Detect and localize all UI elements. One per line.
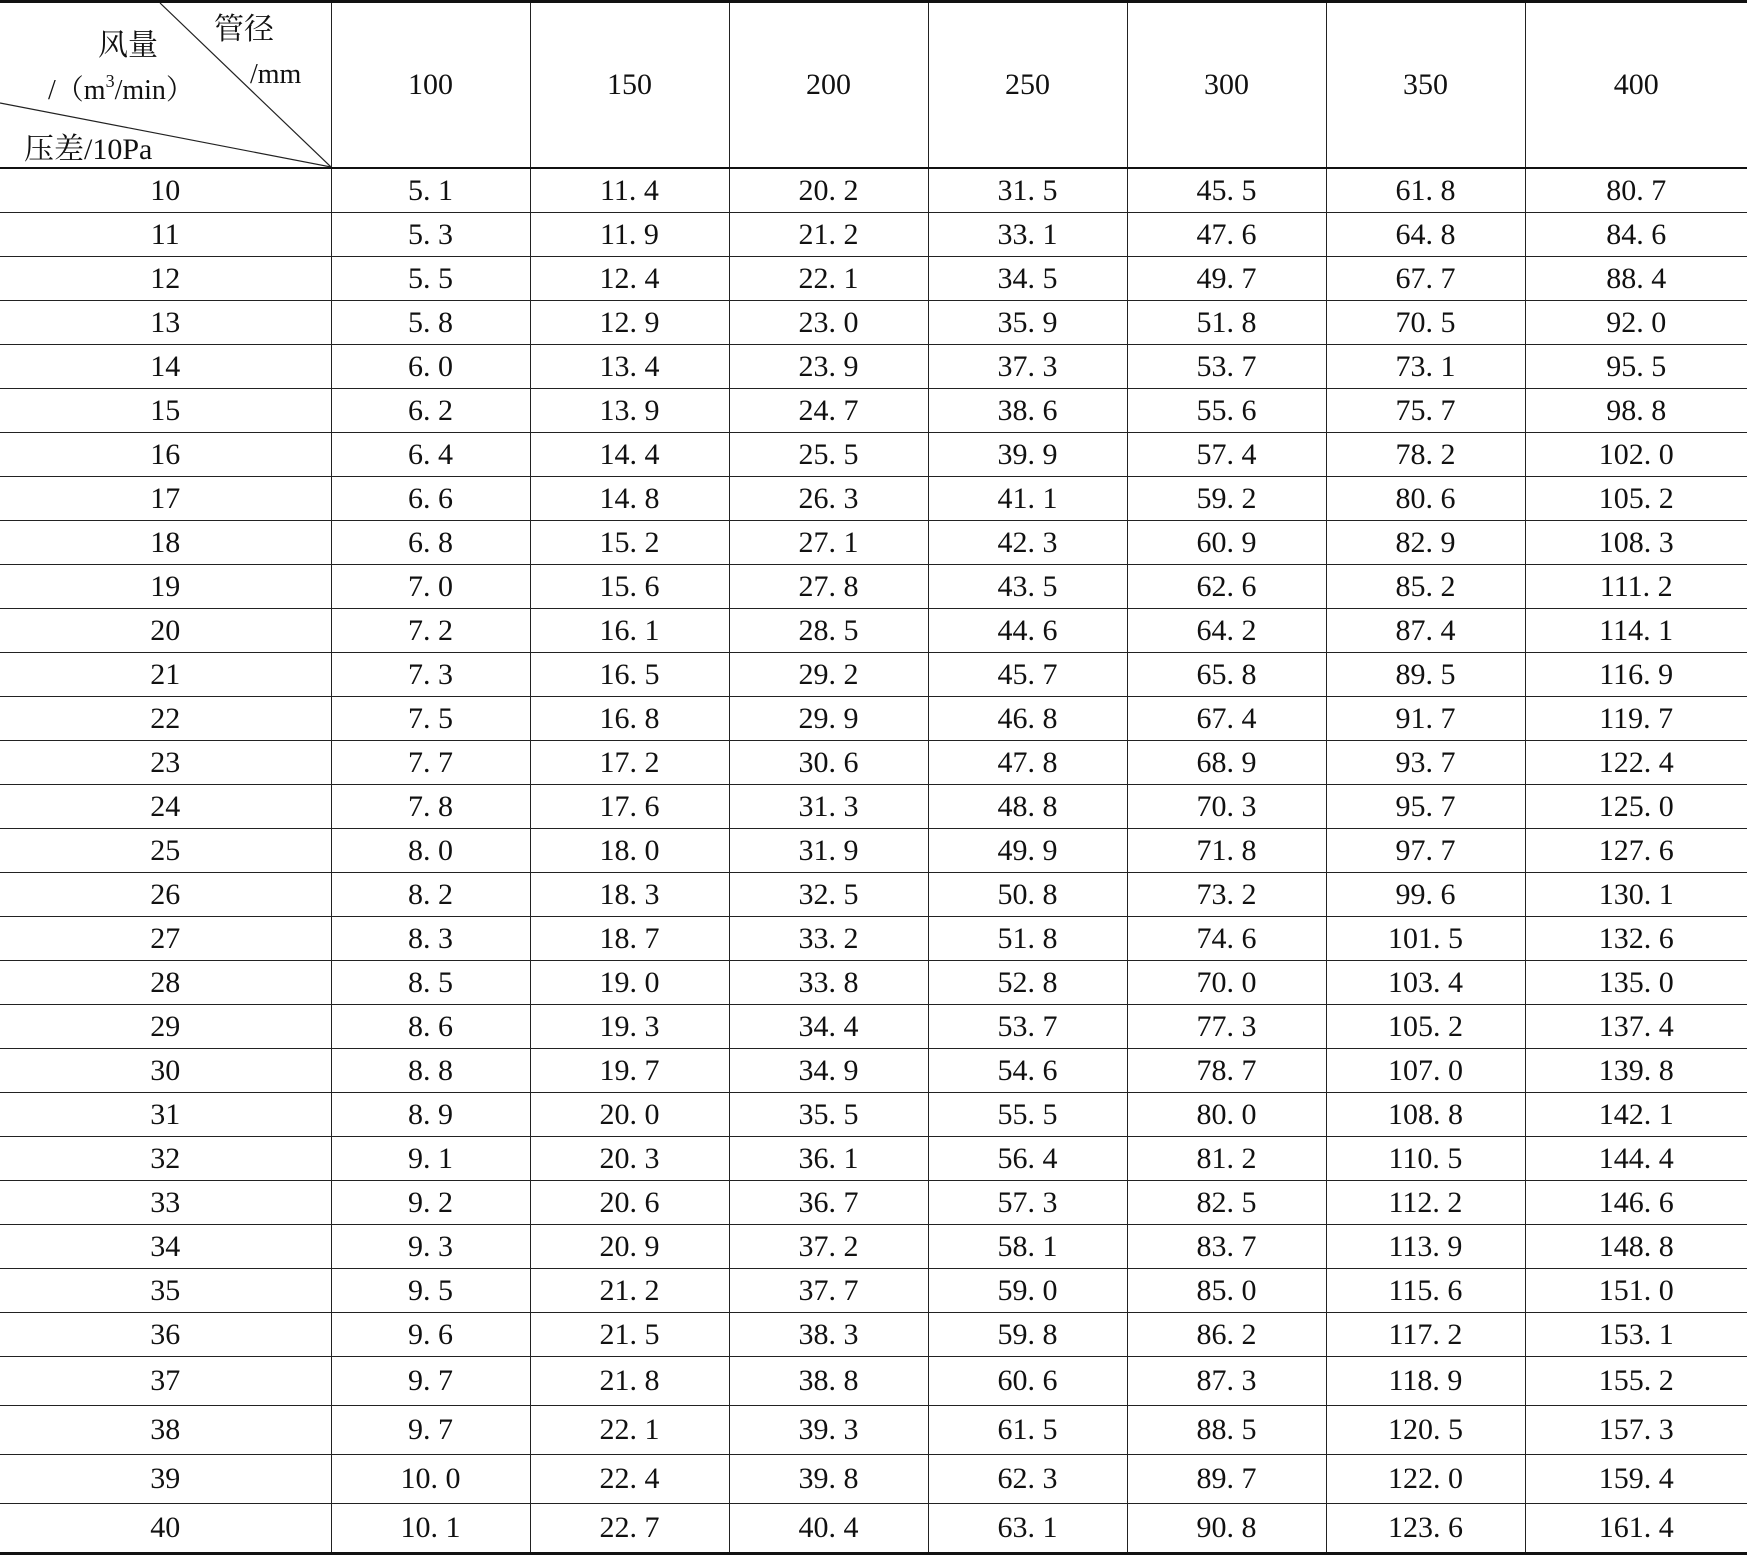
pressure-cell: 26: [0, 873, 331, 917]
airflow-value-cell: 67. 7: [1326, 257, 1525, 301]
airflow-value-cell: 52. 8: [928, 961, 1127, 1005]
pressure-cell: 33: [0, 1181, 331, 1225]
table-row: [0, 917, 1747, 961]
airflow-value-cell: 14. 4: [530, 433, 729, 477]
column-header-300: 300: [1127, 2, 1326, 169]
airflow-value-cell: 57. 3: [928, 1181, 1127, 1225]
airflow-value-cell: 16. 1: [530, 609, 729, 653]
airflow-value-cell: 65. 8: [1127, 653, 1326, 697]
airflow-value-cell: 80. 7: [1525, 168, 1747, 213]
table-row: [0, 1137, 1747, 1181]
airflow-value-cell: 120. 5: [1326, 1406, 1525, 1455]
airflow-value-cell: 43. 5: [928, 565, 1127, 609]
airflow-value-cell: 87. 4: [1326, 609, 1525, 653]
airflow-value-cell: 86. 2: [1127, 1313, 1326, 1357]
table-row: [0, 785, 1747, 829]
airflow-value-cell: 105. 2: [1525, 477, 1747, 521]
airflow-value-cell: 33. 2: [729, 917, 928, 961]
pressure-cell: 21: [0, 653, 331, 697]
airflow-value-cell: 115. 6: [1326, 1269, 1525, 1313]
pressure-cell: 29: [0, 1005, 331, 1049]
airflow-value-cell: 82. 5: [1127, 1181, 1326, 1225]
pressure-cell: 15: [0, 389, 331, 433]
column-header-400: 400: [1525, 2, 1747, 169]
table-row: [0, 1049, 1747, 1093]
airflow-value-cell: 105. 2: [1326, 1005, 1525, 1049]
airflow-value-cell: 9. 3: [331, 1225, 530, 1269]
pipe-diameter-label: 管径: [214, 13, 274, 46]
airflow-value-cell: 95. 5: [1525, 345, 1747, 389]
table-row: [0, 653, 1747, 697]
table-row: [0, 1225, 1747, 1269]
airflow-value-cell: 48. 8: [928, 785, 1127, 829]
column-header-150: 150: [530, 2, 729, 169]
airflow-value-cell: 38. 8: [729, 1357, 928, 1406]
airflow-value-cell: 6. 0: [331, 345, 530, 389]
airflow-value-cell: 117. 2: [1326, 1313, 1525, 1357]
airflow-value-cell: 29. 2: [729, 653, 928, 697]
airflow-value-cell: 46. 8: [928, 697, 1127, 741]
airflow-value-cell: 8. 0: [331, 829, 530, 873]
airflow-value-cell: 77. 3: [1127, 1005, 1326, 1049]
pressure-cell: 23: [0, 741, 331, 785]
airflow-value-cell: 28. 5: [729, 609, 928, 653]
airflow-value-cell: 42. 3: [928, 521, 1127, 565]
airflow-value-cell: 39. 9: [928, 433, 1127, 477]
airflow-value-cell: 45. 7: [928, 653, 1127, 697]
airflow-value-cell: 14. 8: [530, 477, 729, 521]
airflow-value-cell: 125. 0: [1525, 785, 1747, 829]
airflow-value-cell: 31. 9: [729, 829, 928, 873]
airflow-value-cell: 51. 8: [1127, 301, 1326, 345]
airflow-value-cell: 146. 6: [1525, 1181, 1747, 1225]
airflow-value-cell: 137. 4: [1525, 1005, 1747, 1049]
airflow-value-cell: 113. 9: [1326, 1225, 1525, 1269]
airflow-value-cell: 11. 9: [530, 213, 729, 257]
pressure-cell: 16: [0, 433, 331, 477]
airflow-value-cell: 8. 5: [331, 961, 530, 1005]
airflow-value-cell: 53. 7: [1127, 345, 1326, 389]
airflow-value-cell: 38. 6: [928, 389, 1127, 433]
pressure-cell: 28: [0, 961, 331, 1005]
airflow-value-cell: 6. 4: [331, 433, 530, 477]
table-row: [0, 1269, 1747, 1313]
airflow-value-cell: 93. 7: [1326, 741, 1525, 785]
airflow-unit-prefix: /（m: [48, 75, 106, 106]
airflow-value-cell: 23. 0: [729, 301, 928, 345]
airflow-value-cell: 49. 9: [928, 829, 1127, 873]
airflow-value-cell: 36. 7: [729, 1181, 928, 1225]
airflow-value-cell: 8. 6: [331, 1005, 530, 1049]
airflow-value-cell: 108. 3: [1525, 521, 1747, 565]
airflow-value-cell: 159. 4: [1525, 1455, 1747, 1504]
column-header-100: 100: [331, 2, 530, 169]
table-row: [0, 609, 1747, 653]
airflow-value-cell: 21. 8: [530, 1357, 729, 1406]
airflow-value-cell: 62. 3: [928, 1455, 1127, 1504]
airflow-value-cell: 13. 4: [530, 345, 729, 389]
table-row: [0, 433, 1747, 477]
column-header-200: 200: [729, 2, 928, 169]
airflow-value-cell: 60. 6: [928, 1357, 1127, 1406]
airflow-value-cell: 70. 0: [1127, 961, 1326, 1005]
airflow-value-cell: 157. 3: [1525, 1406, 1747, 1455]
airflow-value-cell: 130. 1: [1525, 873, 1747, 917]
airflow-value-cell: 83. 7: [1127, 1225, 1326, 1269]
airflow-value-cell: 40. 4: [729, 1504, 928, 1554]
airflow-value-cell: 119. 7: [1525, 697, 1747, 741]
table-row: [0, 521, 1747, 565]
airflow-value-cell: 22. 1: [729, 257, 928, 301]
airflow-value-cell: 73. 2: [1127, 873, 1326, 917]
airflow-value-cell: 34. 5: [928, 257, 1127, 301]
pressure-cell: 12: [0, 257, 331, 301]
table-row: [0, 1504, 1747, 1554]
airflow-value-cell: 20. 6: [530, 1181, 729, 1225]
airflow-unit-suffix: /min）: [114, 75, 194, 106]
airflow-value-cell: 20. 2: [729, 168, 928, 213]
airflow-value-cell: 64. 2: [1127, 609, 1326, 653]
airflow-value-cell: 122. 4: [1525, 741, 1747, 785]
pressure-cell: 30: [0, 1049, 331, 1093]
airflow-value-cell: 98. 8: [1525, 389, 1747, 433]
airflow-value-cell: 26. 3: [729, 477, 928, 521]
airflow-value-cell: 88. 4: [1525, 257, 1747, 301]
table-row: [0, 961, 1747, 1005]
airflow-value-cell: 101. 5: [1326, 917, 1525, 961]
airflow-value-cell: 148. 8: [1525, 1225, 1747, 1269]
airflow-value-cell: 89. 7: [1127, 1455, 1326, 1504]
table-row: [0, 1181, 1747, 1225]
airflow-value-cell: 24. 7: [729, 389, 928, 433]
pressure-cell: 11: [0, 213, 331, 257]
airflow-value-cell: 85. 0: [1127, 1269, 1326, 1313]
airflow-value-cell: 7. 2: [331, 609, 530, 653]
airflow-value-cell: 21. 2: [530, 1269, 729, 1313]
airflow-value-cell: 30. 6: [729, 741, 928, 785]
airflow-value-cell: 6. 8: [331, 521, 530, 565]
pressure-cell: 22: [0, 697, 331, 741]
airflow-unit-exponent: 3: [105, 71, 115, 91]
airflow-value-cell: 7. 3: [331, 653, 530, 697]
airflow-value-cell: 9. 2: [331, 1181, 530, 1225]
airflow-value-cell: 23. 9: [729, 345, 928, 389]
pressure-cell: 24: [0, 785, 331, 829]
airflow-value-cell: 55. 6: [1127, 389, 1326, 433]
airflow-value-cell: 9. 1: [331, 1137, 530, 1181]
airflow-value-cell: 89. 5: [1326, 653, 1525, 697]
airflow-value-cell: 7. 0: [331, 565, 530, 609]
airflow-value-cell: 22. 4: [530, 1455, 729, 1504]
pressure-label: 压差/10Pa: [24, 133, 153, 166]
table-row: [0, 741, 1747, 785]
airflow-value-cell: 47. 6: [1127, 213, 1326, 257]
airflow-value-cell: 9. 7: [331, 1357, 530, 1406]
airflow-value-cell: 132. 6: [1525, 917, 1747, 961]
airflow-value-cell: 27. 8: [729, 565, 928, 609]
airflow-value-cell: 68. 9: [1127, 741, 1326, 785]
airflow-value-cell: 73. 1: [1326, 345, 1525, 389]
airflow-value-cell: 59. 2: [1127, 477, 1326, 521]
airflow-value-cell: 56. 4: [928, 1137, 1127, 1181]
airflow-value-cell: 78. 7: [1127, 1049, 1326, 1093]
airflow-value-cell: 31. 3: [729, 785, 928, 829]
column-header-350: 350: [1326, 2, 1525, 169]
airflow-value-cell: 110. 5: [1326, 1137, 1525, 1181]
table-row: [0, 1313, 1747, 1357]
pressure-cell: 38: [0, 1406, 331, 1455]
airflow-value-cell: 9. 7: [331, 1406, 530, 1455]
airflow-value-cell: 91. 7: [1326, 697, 1525, 741]
airflow-value-cell: 20. 0: [530, 1093, 729, 1137]
airflow-value-cell: 34. 9: [729, 1049, 928, 1093]
pressure-cell: 27: [0, 917, 331, 961]
airflow-value-cell: 55. 5: [928, 1093, 1127, 1137]
airflow-value-cell: 27. 1: [729, 521, 928, 565]
table-row: [0, 1005, 1747, 1049]
airflow-value-cell: 5. 3: [331, 213, 530, 257]
airflow-value-cell: 16. 5: [530, 653, 729, 697]
airflow-value-cell: 127. 6: [1525, 829, 1747, 873]
airflow-value-cell: 53. 7: [928, 1005, 1127, 1049]
airflow-value-cell: 31. 5: [928, 168, 1127, 213]
airflow-value-cell: 8. 8: [331, 1049, 530, 1093]
airflow-value-cell: 122. 0: [1326, 1455, 1525, 1504]
airflow-value-cell: 57. 4: [1127, 433, 1326, 477]
airflow-value-cell: 7. 7: [331, 741, 530, 785]
airflow-value-cell: 20. 9: [530, 1225, 729, 1269]
table-row: [0, 477, 1747, 521]
airflow-value-cell: 59. 8: [928, 1313, 1127, 1357]
airflow-value-cell: 54. 6: [928, 1049, 1127, 1093]
airflow-value-cell: 33. 8: [729, 961, 928, 1005]
airflow-value-cell: 35. 9: [928, 301, 1127, 345]
header-row: [0, 2, 1747, 169]
pressure-cell: 34: [0, 1225, 331, 1269]
airflow-value-cell: 49. 7: [1127, 257, 1326, 301]
airflow-value-cell: 39. 3: [729, 1406, 928, 1455]
pressure-cell: 19: [0, 565, 331, 609]
airflow-value-cell: 92. 0: [1525, 301, 1747, 345]
airflow-value-cell: 85. 2: [1326, 565, 1525, 609]
airflow-value-cell: 45. 5: [1127, 168, 1326, 213]
airflow-value-cell: 123. 6: [1326, 1504, 1525, 1554]
airflow-value-cell: 102. 0: [1525, 433, 1747, 477]
airflow-value-cell: 99. 6: [1326, 873, 1525, 917]
airflow-value-cell: 111. 2: [1525, 565, 1747, 609]
airflow-value-cell: 112. 2: [1326, 1181, 1525, 1225]
airflow-value-cell: 35. 5: [729, 1093, 928, 1137]
airflow-value-cell: 63. 1: [928, 1504, 1127, 1554]
airflow-value-cell: 34. 4: [729, 1005, 928, 1049]
airflow-value-cell: 51. 8: [928, 917, 1127, 961]
airflow-value-cell: 139. 8: [1525, 1049, 1747, 1093]
airflow-value-cell: 22. 7: [530, 1504, 729, 1554]
airflow-value-cell: 20. 3: [530, 1137, 729, 1181]
pressure-cell: 39: [0, 1455, 331, 1504]
airflow-value-cell: 62. 6: [1127, 565, 1326, 609]
airflow-value-cell: 80. 6: [1326, 477, 1525, 521]
pressure-cell: 35: [0, 1269, 331, 1313]
table-row: [0, 1357, 1747, 1406]
airflow-value-cell: 153. 1: [1525, 1313, 1747, 1357]
airflow-value-cell: 61. 5: [928, 1406, 1127, 1455]
table-row: [0, 168, 1747, 213]
table-row: [0, 301, 1747, 345]
airflow-value-cell: 90. 8: [1127, 1504, 1326, 1554]
airflow-value-cell: 18. 0: [530, 829, 729, 873]
airflow-value-cell: 25. 5: [729, 433, 928, 477]
pressure-cell: 31: [0, 1093, 331, 1137]
airflow-value-cell: 9. 5: [331, 1269, 530, 1313]
airflow-value-cell: 8. 3: [331, 917, 530, 961]
airflow-value-cell: 97. 7: [1326, 829, 1525, 873]
pressure-cell: 17: [0, 477, 331, 521]
pressure-cell: 36: [0, 1313, 331, 1357]
airflow-value-cell: 61. 8: [1326, 168, 1525, 213]
airflow-value-cell: 19. 0: [530, 961, 729, 1005]
airflow-value-cell: 58. 1: [928, 1225, 1127, 1269]
airflow-value-cell: 7. 5: [331, 697, 530, 741]
airflow-value-cell: 67. 4: [1127, 697, 1326, 741]
airflow-value-cell: 107. 0: [1326, 1049, 1525, 1093]
airflow-value-cell: 10. 0: [331, 1455, 530, 1504]
airflow-value-cell: 142. 1: [1525, 1093, 1747, 1137]
airflow-value-cell: 108. 8: [1326, 1093, 1525, 1137]
airflow-label: 风量: [98, 29, 158, 62]
table-row: [0, 257, 1747, 301]
airflow-value-cell: 29. 9: [729, 697, 928, 741]
airflow-value-cell: 41. 1: [928, 477, 1127, 521]
airflow-value-cell: 38. 3: [729, 1313, 928, 1357]
airflow-value-cell: 11. 4: [530, 168, 729, 213]
airflow-value-cell: 22. 1: [530, 1406, 729, 1455]
airflow-value-cell: 84. 6: [1525, 213, 1747, 257]
airflow-value-cell: 19. 7: [530, 1049, 729, 1093]
airflow-value-cell: 5. 8: [331, 301, 530, 345]
pressure-cell: 20: [0, 609, 331, 653]
airflow-value-cell: 50. 8: [928, 873, 1127, 917]
airflow-value-cell: 88. 5: [1127, 1406, 1326, 1455]
pipe-diameter-unit: /mm: [250, 59, 302, 90]
airflow-value-cell: 116. 9: [1525, 653, 1747, 697]
table-row: [0, 213, 1747, 257]
airflow-value-cell: 8. 2: [331, 873, 530, 917]
airflow-value-cell: 21. 2: [729, 213, 928, 257]
airflow-value-cell: 161. 4: [1525, 1504, 1747, 1554]
airflow-value-cell: 18. 3: [530, 873, 729, 917]
table-row: [0, 829, 1747, 873]
airflow-value-cell: 103. 4: [1326, 961, 1525, 1005]
airflow-value-cell: 81. 2: [1127, 1137, 1326, 1181]
airflow-value-cell: 155. 2: [1525, 1357, 1747, 1406]
airflow-value-cell: 33. 1: [928, 213, 1127, 257]
airflow-value-cell: 15. 6: [530, 565, 729, 609]
airflow-value-cell: 6. 2: [331, 389, 530, 433]
airflow-value-cell: 37. 3: [928, 345, 1127, 389]
airflow-value-cell: 21. 5: [530, 1313, 729, 1357]
pressure-cell: 10: [0, 168, 331, 213]
corner-header-cell: [0, 2, 331, 169]
pressure-cell: 25: [0, 829, 331, 873]
airflow-value-cell: 78. 2: [1326, 433, 1525, 477]
airflow-value-cell: 15. 2: [530, 521, 729, 565]
airflow-value-cell: 12. 9: [530, 301, 729, 345]
airflow-unit: [48, 71, 194, 106]
airflow-value-cell: 17. 6: [530, 785, 729, 829]
pressure-cell: 18: [0, 521, 331, 565]
airflow-value-cell: 75. 7: [1326, 389, 1525, 433]
pressure-cell: 37: [0, 1357, 331, 1406]
table-row: [0, 345, 1747, 389]
table-row: [0, 873, 1747, 917]
airflow-value-cell: 144. 4: [1525, 1137, 1747, 1181]
airflow-value-cell: 16. 8: [530, 697, 729, 741]
airflow-value-cell: 74. 6: [1127, 917, 1326, 961]
airflow-value-cell: 37. 7: [729, 1269, 928, 1313]
table-row: [0, 1406, 1747, 1455]
pressure-cell: 14: [0, 345, 331, 389]
airflow-value-cell: 87. 3: [1127, 1357, 1326, 1406]
airflow-value-cell: 5. 5: [331, 257, 530, 301]
airflow-value-cell: 7. 8: [331, 785, 530, 829]
airflow-value-cell: 135. 0: [1525, 961, 1747, 1005]
airflow-value-cell: 59. 0: [928, 1269, 1127, 1313]
airflow-value-cell: 5. 1: [331, 168, 530, 213]
airflow-value-cell: 151. 0: [1525, 1269, 1747, 1313]
column-header-250: 250: [928, 2, 1127, 169]
airflow-value-cell: 95. 7: [1326, 785, 1525, 829]
pressure-cell: 13: [0, 301, 331, 345]
table-row: [0, 1093, 1747, 1137]
airflow-value-cell: 60. 9: [1127, 521, 1326, 565]
airflow-value-cell: 47. 8: [928, 741, 1127, 785]
airflow-value-cell: 8. 9: [331, 1093, 530, 1137]
airflow-value-cell: 70. 5: [1326, 301, 1525, 345]
airflow-value-cell: 6. 6: [331, 477, 530, 521]
table-row: [0, 389, 1747, 433]
table-row: [0, 1455, 1747, 1504]
airflow-value-cell: 32. 5: [729, 873, 928, 917]
table-row: [0, 565, 1747, 609]
airflow-value-cell: 118. 9: [1326, 1357, 1525, 1406]
airflow-value-cell: 18. 7: [530, 917, 729, 961]
table-row: [0, 697, 1747, 741]
airflow-value-cell: 13. 9: [530, 389, 729, 433]
airflow-value-cell: 80. 0: [1127, 1093, 1326, 1137]
airflow-value-cell: 44. 6: [928, 609, 1127, 653]
airflow-value-cell: 9. 6: [331, 1313, 530, 1357]
airflow-value-cell: 36. 1: [729, 1137, 928, 1181]
airflow-value-cell: 10. 1: [331, 1504, 530, 1554]
airflow-value-cell: 39. 8: [729, 1455, 928, 1504]
airflow-value-cell: 64. 8: [1326, 213, 1525, 257]
airflow-value-cell: 70. 3: [1127, 785, 1326, 829]
airflow-value-cell: 71. 8: [1127, 829, 1326, 873]
airflow-value-cell: 114. 1: [1525, 609, 1747, 653]
airflow-value-cell: 17. 2: [530, 741, 729, 785]
pressure-cell: 40: [0, 1504, 331, 1554]
airflow-value-cell: 37. 2: [729, 1225, 928, 1269]
pressure-cell: 32: [0, 1137, 331, 1181]
airflow-value-cell: 12. 4: [530, 257, 729, 301]
airflow-value-cell: 82. 9: [1326, 521, 1525, 565]
table-body: [0, 168, 1747, 1554]
airflow-value-cell: 19. 3: [530, 1005, 729, 1049]
